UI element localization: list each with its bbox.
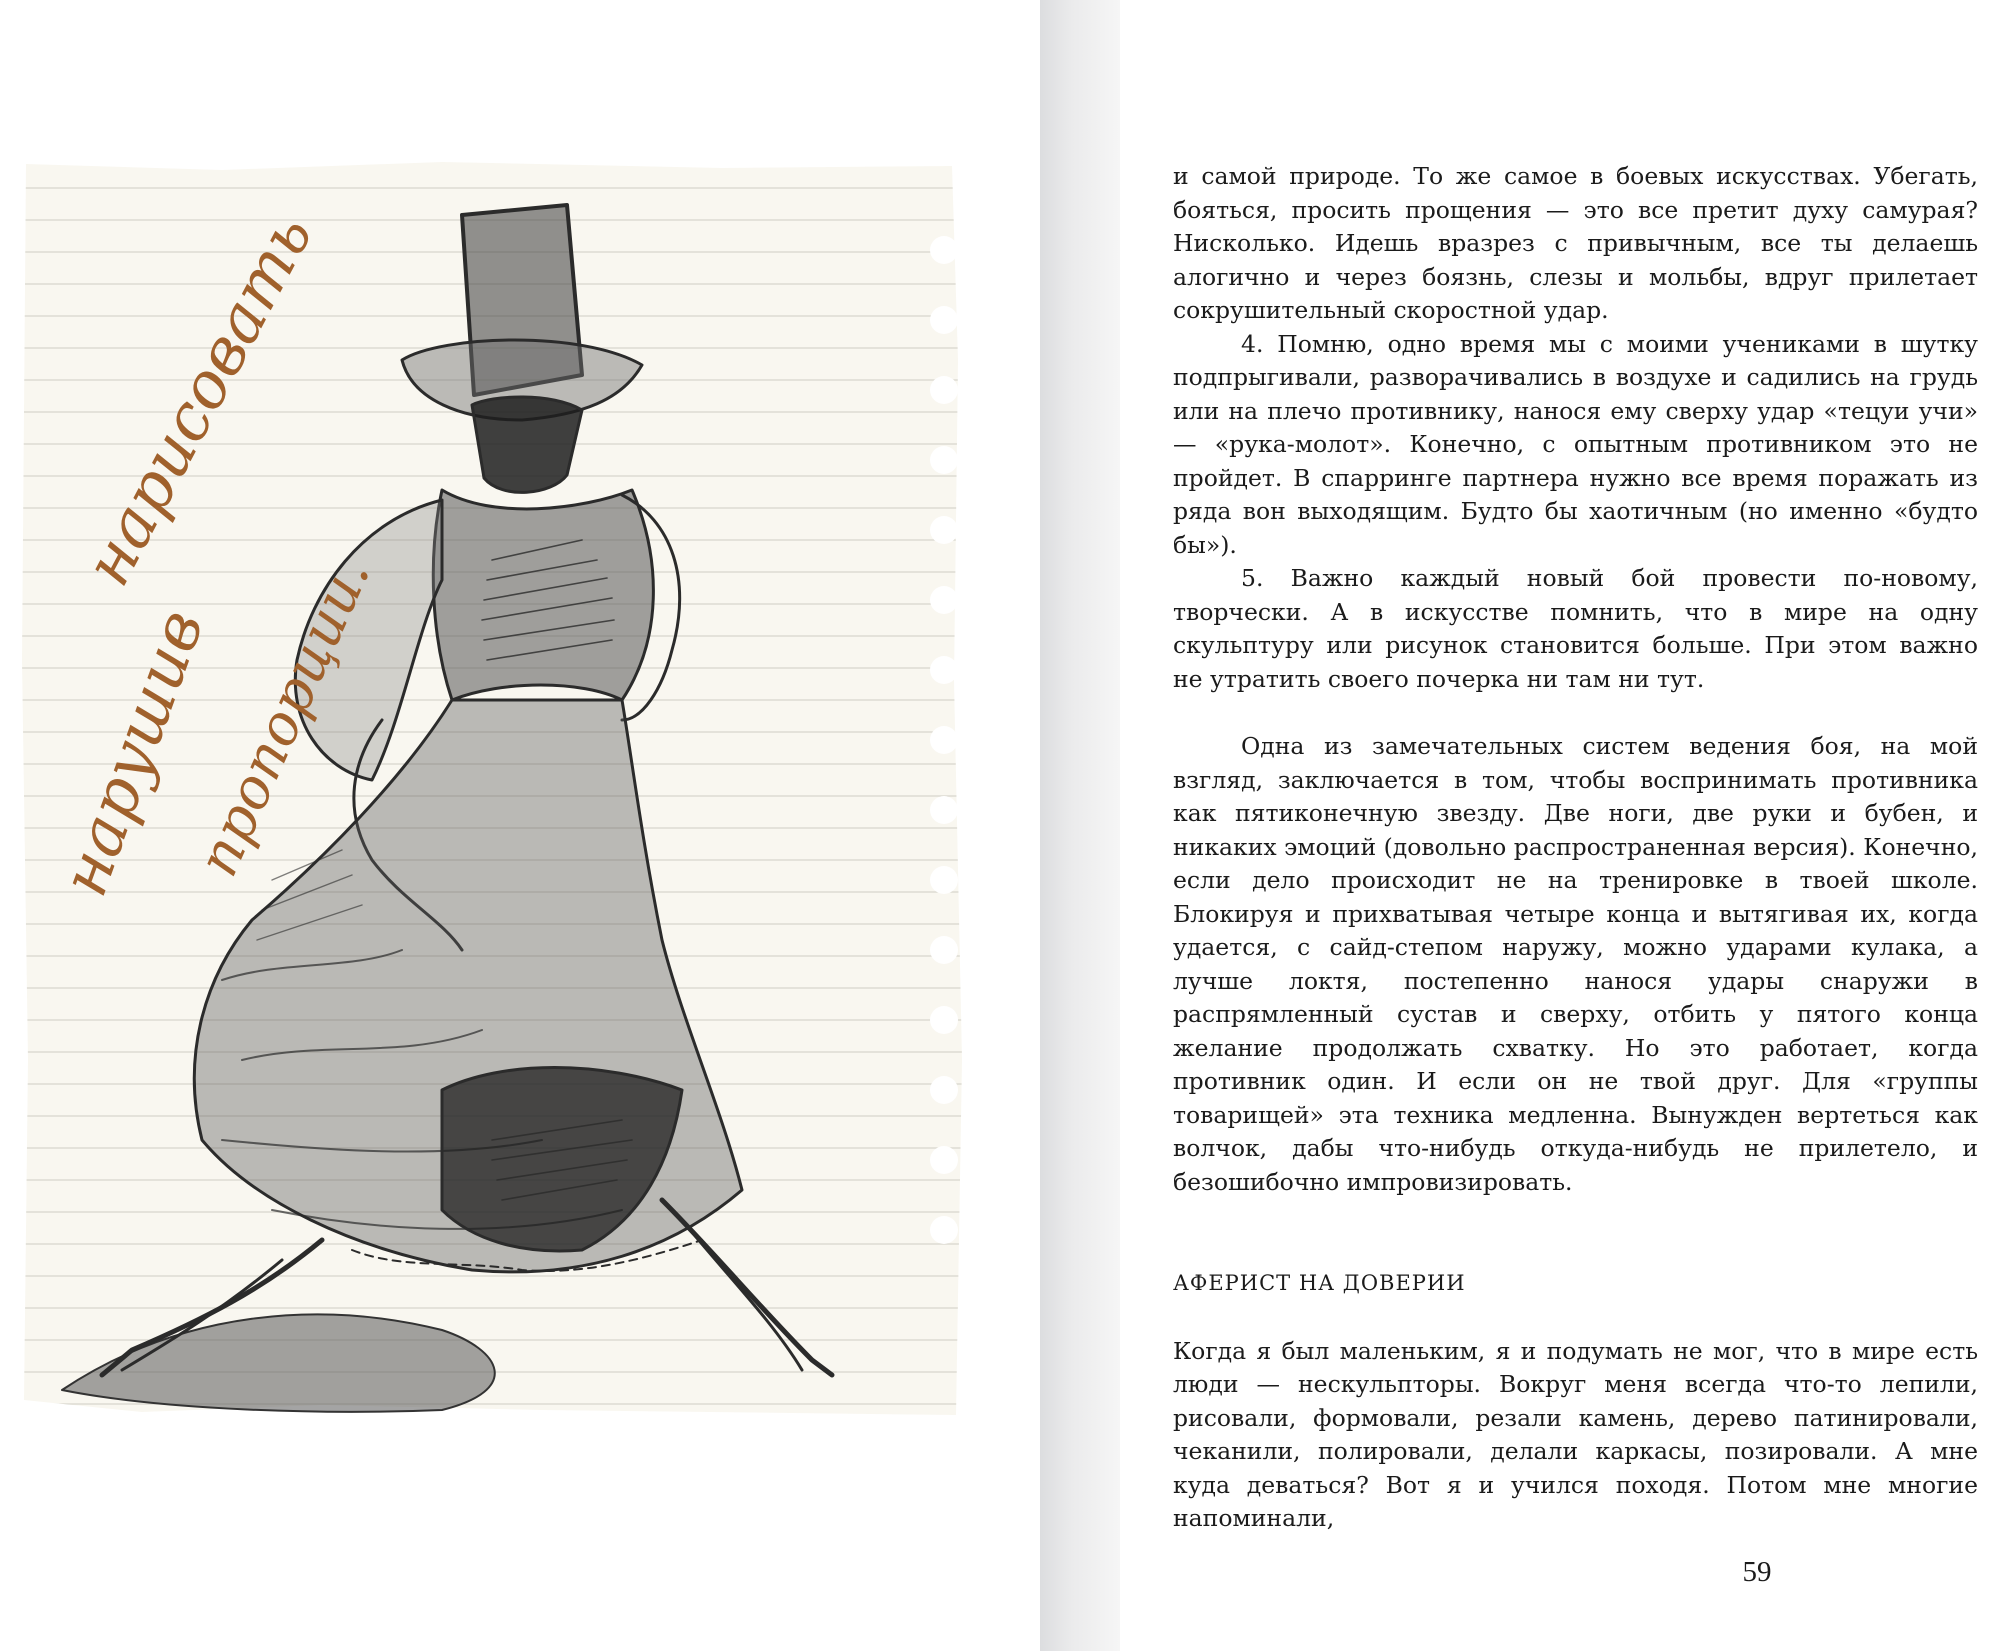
paragraph-numbered-4: 4. Помню, одно время мы с моими учениками в шутку подпрыгивали, разворачивались в воздухе и садились на грудь или на плечо противнику, нанося ему сверху удар «тецуи учи» — «рука-молот». Конечно, с опытным противником это не пройдет. В спарринге партнера нужно все время поражать из ряда вон выходящим. Будто бы хаотичным (но именно «будто бы»). [1173,329,1978,559]
paragraph: Когда я был маленьким, я и подумать не мог, что в мире есть люди — нескульпторы. Вокруг меня всегда что-то лепили, рисовали, формовали, резали камень, дерево патинировали, чеканили, полировали, делали каркасы, позировали. А мне куда деваться? Вот я и учился походя. Потом мне многие напоминали, [1173,1336,1978,1532]
section-heading: АФЕРИСТ НА ДОВЕРИИ [1173,1271,1466,1295]
pencil-sketch-on-notebook-paper [22,160,962,1415]
body-text [1173,160,1978,1536]
handwritten-line-2: нарушив [47,600,219,906]
binder-holes [930,236,958,1244]
handwritten-line-1: нарисовать [70,202,328,598]
paragraph: и самой природе. То же самое в боевых искусствах. Убегать, бояться, просить прощения — это все претит духу самурая? Нисколько. Идешь вразрез с привычным, все ты делаешь алогично и через боязнь, слезы и мольбы, вдруг прилетает сокрушительный скоростной удар. [1173,162,1978,324]
book-gutter-shadow [1040,0,1120,1651]
page-number: 59 [1742,1556,1772,1588]
paragraph: Одна из замечательных систем ведения боя, на мой взгляд, заключается в том, чтобы воспринимать противника как пятиконечную звезду. Две ноги, две руки и бубен, и никаких эмоций (довольно распространенная версия). Конечно, если дело происходит не на тренировке в твоей школе. Блокируя и прихватывая четыре конца и вытягивая их, когда удается, с сайд-степом наружу, можно ударами кулака, а лучше локтя, постепенно нанося удары снаружи в распрямленный сустав и сверху, отбить у пятого конца желание продолжать схватку. Но это работает, когда противник один. И если он не твой друг. Для «группы товарищей» эта техника медленна. Вынужден вертеться как волчок, дабы что-нибудь откуда-нибудь не прилетело, и безошибочно импровизировать. [1173,732,1978,1196]
paragraph-numbered-5: 5. Важно каждый новый бой провести по-новому, творчески. А в искусстве помнить, что в мире на одну скульптуру или рисунок становится больше. При этом важно не утратить своего почерка ни там ни тут. [1173,564,1978,693]
handwritten-line-3: пропорции. [185,548,384,886]
sketch-illustration [22,160,962,1415]
